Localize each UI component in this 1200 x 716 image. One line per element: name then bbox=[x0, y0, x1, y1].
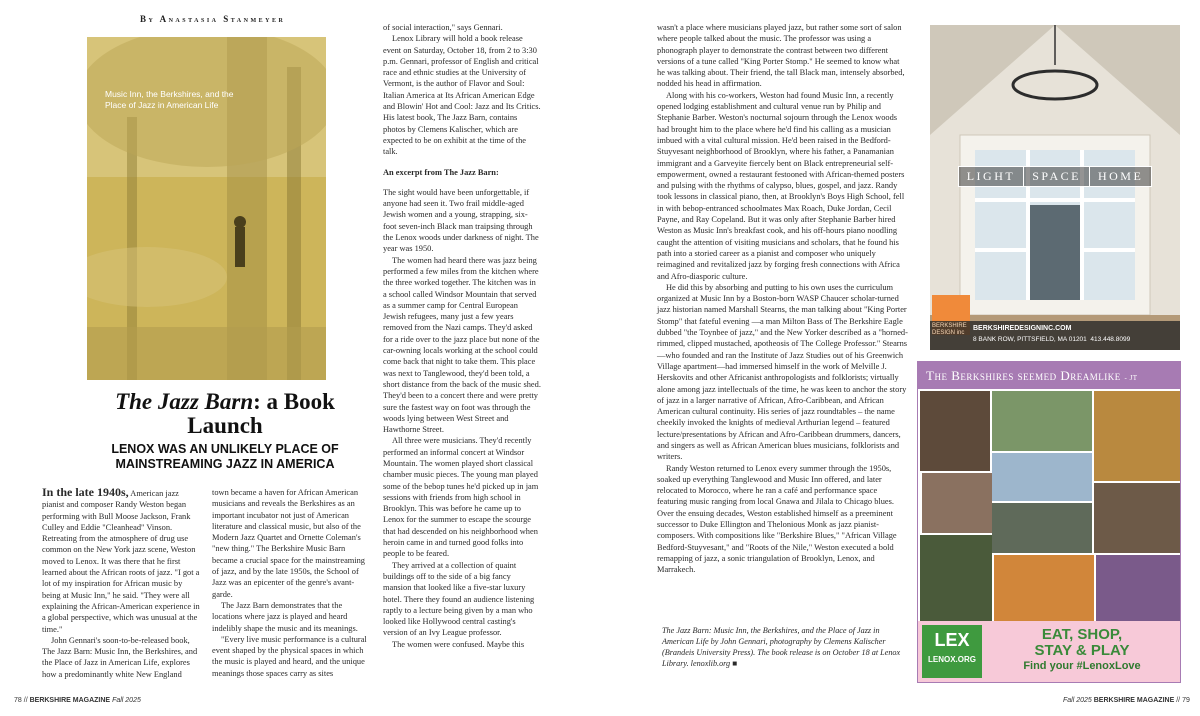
lenox-logo-mark: LEX bbox=[934, 630, 970, 650]
column-1 bbox=[42, 487, 200, 680]
ad-words-row bbox=[930, 166, 1180, 187]
magazine-name-right: BERKSHIRE MAGAZINE bbox=[1093, 697, 1175, 704]
ad-word-light: LIGHT bbox=[958, 166, 1025, 187]
paragraph: Lenox Library will hold a book release event on Saturday, October 18, from 2 to 3:30 p.m. Gennari, professor of English and critical race and ethnic studies at the University of Vermont, is the author of Flavor and Soul: Italian America at Its African American Edge and Blowin' Hot and Cool: Jazz and Its Critics. His latest book, The Jazz Barn, contains photos by Clemens Kalischer, which are expected to be on exhibit at the time of the talk. bbox=[383, 34, 541, 157]
issue-left: Fall 2025 bbox=[112, 697, 141, 704]
paragraph: John Gennari's soon-to-be-released book, The Jazz Barn: Music Inn, the Berkshires, and the Place of Jazz in American Life, explores how a predominantly white New England bbox=[42, 635, 198, 679]
lenox-logo-text: LENOX.ORG bbox=[927, 655, 976, 664]
book-cover-image bbox=[87, 37, 326, 380]
berkshire-design-ad[interactable] bbox=[930, 25, 1180, 350]
book-credit: The Jazz Barn: Music Inn, the Berkshires, and the Place of Jazz in American Life by John Gennari, photography by Clemens Kalischer (Brandeis University Press). The book release is on October 18 at Lenox Library. lenoxlib.org ■ bbox=[662, 626, 901, 668]
paragraph: The women had heard there was jazz being performed a few miles from the kitchen where the three worked together. The kitchen was in a school called Windsor Mountain that served as a summer camp for Central European Jewish refugees, many just a few years removed from the Nazi camps. They'd asked for a ride over to the jazz place but none of the car-owning locals working at the school could come back that night to take them. This place was next to Tanglewood, they'd been told, a short distance from the back of the music shed. They'd been to a concert there and were pretty sure the fastest way on foot was through the woods lying between West Street and Hawthorne Street. bbox=[383, 255, 541, 435]
paragraph: Randy Weston returned to Lenox every summer through the 1950s, soaked up everything Tanglewood and Music Inn offered, and later relocated to Morocco, where he ran a café and performance space featuring music ranging from local Gnawa and Jilala to Chicago blues. Over the ensuing decades, Weston established himself as a preeminent successor to Duke Ellington and Thelonious Monk as jazz pianist-composers. With compositions like "Berkshire Blues," "African Village Bedford-Stuyvesant," and "Roots of the Nile," Weston executed a bold remapping of jazz, a sonic triangulation of Brooklyn, Lenox, and Marrakech. bbox=[657, 463, 897, 575]
ad-word-home: HOME bbox=[1090, 166, 1152, 187]
paragraph: He did this by absorbing and putting to his own uses the curriculum organized at Music Inn by a Boston-born WASP Chaucer scholar-turned jazz historian named Marshall Stearns, the man talking about "King Porter Stomp" that fateful evening —a man Milton Bass of The Berkshire Eagle dubbed "the Toynbee of jazz," and the New Yorker described as a "horned-rimmed, clipped mustached, apotheosis of The College Professor." Stearns—who founded and ran the Institute of Jazz Studies out of his Greenwich Village apartment—had immersed himself in the work of Melville J. Herskovits and other Africanist anthropologists and folklorists; virtually alone among jazz intellectuals of the time, he was keen to anchor the story of jazz in a larger narrative of African, Afro-Caribbean, and African American cultural continuity. His series of jazz roundtables – the name cheekily invoked the knights of medieval Arthurian legend – featured lecture/presentations by African and Afro-Caribbean drummers, dancers, and singers as well as African American blues musicians, folklorists and writers. bbox=[657, 282, 908, 462]
column-2 bbox=[212, 487, 368, 679]
title-rest: : a Book Launch bbox=[187, 389, 335, 438]
paragraph: The Jazz Barn demonstrates that the locations where jazz is played and heard indelibly shape the music and its meanings. bbox=[212, 600, 358, 633]
paragraph: wasn't a place where musicians played jazz, but rather some sort of salon where people talked about the music. The professor was using a phonograph player to demonstrate the contrast between two different versions of a tune called "King Porter Stomp." He seemed to know what he was talking about. Their friend, the tall Black man, intensely absorbed, nodded his head in affirmation. bbox=[657, 23, 905, 89]
lenox-ad[interactable] bbox=[917, 361, 1181, 683]
cover-title-text: Music Inn, the Berkshires, and the Place of Jazz in American Life bbox=[105, 89, 234, 110]
lenox-headline: EAT, SHOP, STAY & PLAY Find your #LenoxLove bbox=[988, 627, 1176, 674]
ad-word-space: SPACE bbox=[1024, 166, 1090, 187]
issue-right: Fall 2025 bbox=[1063, 697, 1092, 704]
ad-address-line: 8 BANK ROW, PITTSFIELD, MA 01201 413.448.8099 bbox=[973, 336, 1131, 343]
page-number-right: 79 bbox=[1182, 697, 1190, 704]
lenox-bottom-panel bbox=[918, 621, 1180, 682]
paragraph: They arrived at a collection of quaint buildings off to the side of a big fancy mansion that looked like a five-star luxury hotel. There they found an audience listening raptly to a lecture being given by a man who looked like Hollywood central casting's version of an Ivy League professor. bbox=[383, 560, 535, 638]
page-number-left: 78 bbox=[14, 697, 22, 704]
lead-in: In the late 1940s, bbox=[42, 485, 129, 499]
paragraph: The sight would have been unforgettable, if anyone had seen it. Two frail middle-aged Jewish women and a young, strapping, six-foot seven-inch Black man traipsing through the Lenox woods under darkness of night. The year was 1950. bbox=[383, 187, 539, 254]
footer-right: Fall 2025 BERKSHIRE MAGAZINE // 79 bbox=[1063, 697, 1190, 704]
lenox-photo-collage bbox=[918, 389, 1180, 621]
end-mark: ■ bbox=[732, 659, 738, 668]
article-subtitle: LENOX WAS AN UNLIKELY PLACE OF MAINSTREAMING JAZZ IN AMERICA bbox=[111, 442, 339, 471]
paragraph: All three were musicians. They'd recently performed an informal concert at Windsor Mountain. The women played short classical chamber music pieces. The young man played some of the bebop tunes he'd picked up in jam sessions with friends from high school in Brooklyn. This was before he came up to Lenox for the summer to escape the scourge that had descended on his neighborhood when heroin came in and turned good folks into people to be feared. bbox=[383, 436, 539, 559]
paragraph: The women were confused. Maybe this bbox=[392, 639, 525, 649]
paragraph: Along with his co-workers, Weston had found Music Inn, a recently opened lodging establishment and cultural venue run by Philip and Stephanie Barber. Weston's nocturnal sojourn through the Lenox woods had brought him to the place where he'd find his calling as a musician imbued with a vital cultural mission. He'd been raised in the Bedford-Stuyvesant neighborhood of Brooklyn, where his father, a Panamanian immigrant and a Garveyite fiercely bent on Black entrepreneurial self-empowerment, owned a restaurant festooned with African-themed posters and pulsing with the rhythms of calypso, blues, gospel, and jazz. Randy took lessons in classical piano, then, at Brooklyn's Boys High School, fell in with bebop-entranced schoolmates Max Roach, Duke Jordan, Cecil Payne, and Ray Copeland. But it was only after Stephanie Barber hired Weston as Music Inn's breakfast cook, and his off-hours piano noodling caught the attention of visiting musicians and scholars, that he found his path into a storied career as a pianist and composer who uniquely reimagined and revitalized jazz by forging fresh connections with Africa and Afro-diasporic culture. bbox=[657, 90, 905, 281]
magazine-name-left: BERKSHIRE MAGAZINE bbox=[29, 697, 111, 704]
lenox-banner: The Berkshires seemed Dreamlike - JT bbox=[918, 362, 1180, 389]
lenox-logo[interactable] bbox=[922, 625, 982, 678]
footer-left: 78 // BERKSHIRE MAGAZINE Fall 2025 bbox=[14, 697, 141, 704]
byline: By Anastasia Stanmeyer bbox=[140, 14, 286, 24]
excerpt-heading: An excerpt from The Jazz Barn: bbox=[383, 167, 499, 177]
brand-name: BERKSHIRE DESIGN inc bbox=[932, 323, 967, 336]
lenox-tagline: Find your #LenoxLove bbox=[1023, 660, 1141, 672]
article-title bbox=[90, 390, 360, 438]
paragraph: "Every live music performance is a cultural event shaped by the physical spaces in which the music is played and heard, and the unique meanings those spaces carry as sites bbox=[212, 634, 367, 678]
title-italic: The Jazz Barn bbox=[115, 389, 254, 414]
paragraph: town became a haven for African American musicians and reveals the Berkshires as an important incubator not just of American literature and classical music, but also of the Modern Jazz Quartet and Ornette Coleman's "new thing." The Berkshire Music Barn became a crucial space for the mainstreaming of jazz, and by the late 1950s, the School of Jazz was an epicenter of the genre's avant-garde. bbox=[212, 488, 365, 599]
column-3 bbox=[383, 22, 541, 650]
paragraph: of social interaction," says Gennari. bbox=[383, 23, 503, 32]
column-4 bbox=[657, 22, 909, 576]
ad-footer-bar bbox=[930, 321, 1180, 350]
paragraph: In the late 1940s, American jazz pianist and composer Randy Weston began performing with Bull Moose Jackson, Frank Culley and Eddie "Cleanhead" Vinson. Retreating from the atmosphere of drug use common on the New York jazz scene, Weston moved to Lenox. It was there that he first learned about the African roots of jazz. "I got a lot of my inspiration for African music by being at Music Inn," he said. "They were all explaining the African-American experience in a global perspective, which was unusual at the time." bbox=[42, 485, 200, 634]
interior-photo bbox=[930, 25, 1180, 350]
ad-url[interactable]: BERKSHIREDESIGNINC.COM bbox=[973, 325, 1072, 332]
